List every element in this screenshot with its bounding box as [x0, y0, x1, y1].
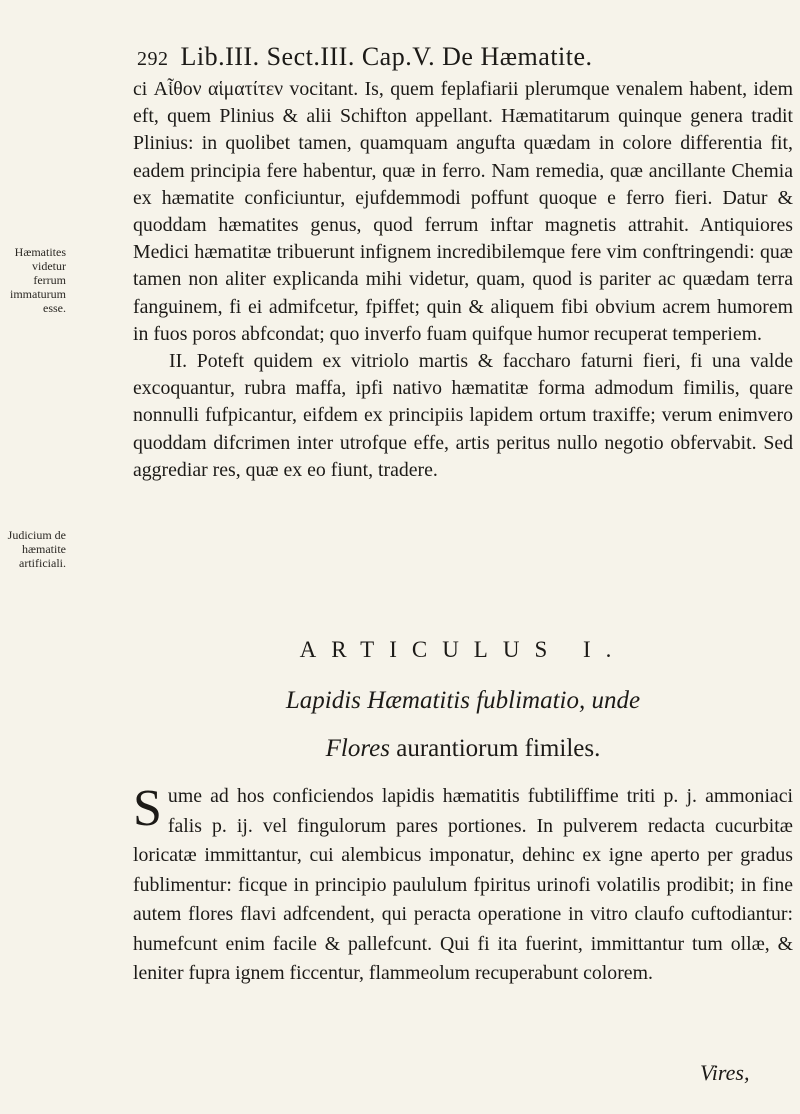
article-subtitle-line2 — [133, 735, 793, 763]
paragraph-3-text: ume ad hos conficiendos lapidis hæmatitis fubtiliffime triti p. j. ammoniaci falis p. ij. vel fingulorum pares portiones. In pulverem redacta cucurbitæ loricatæ immittantur, cui alembicus imponatur, dehinc ex igne aperto per gradus fublimentur: ficque in principio paululum fpiritus urinofi volatilis prodibit; in fine autem flores flavi adfcendent, qui peracta operatione in vitro claufo cuftodiantur: humefcunt enim facile & pallefcunt. Qui fi ita fuerint, immittantur tum ollæ, & leniter fupra ignem ficcentur, flammeolum recuperabunt colorem. — [133, 785, 793, 984]
recipe-text — [133, 782, 793, 989]
article-subtitle-line1: Lapidis Hæmatitis fublimatio, unde — [285, 687, 641, 714]
paragraph-3 — [133, 782, 793, 989]
margin-note-artificial-hematite: Judicium de hæmatite artificiali. — [7, 528, 66, 570]
page-number: 292 — [137, 48, 169, 70]
running-head — [137, 42, 787, 72]
article-heading: ARTICULUS I. — [299, 637, 627, 662]
paragraph-1: ci Αἷθον αἱματίτεν vocitant. Is, quem feplafiarii plerumque venalem habent, idem eft, quem Plinius & alii Schifton appellant. Hæmatitarum quinque genera tradit Plinius: in quolibet tamen, quamquam angufta quædam in colore differentia fit, eadem principia fere habentur, quæ in ferro. Nam remedia, quæ ancillante Chemia ex hæmatite conficiuntur, ejufdemmodi poffunt quoque e ferro fieri. Datur & quoddam hæmatites genus, quod ferrum inftar magnetis attrahit. Antiquiores Medici hæmatitæ tribuerunt infignem incredibilemque fere vim conftringendi: quæ tamen non aliter explicanda mihi videtur, quam, quod is pariter ac quædam terra fanguinem, fi ei admifcetur, fpiffet; quin & aliquem fibi obvium acrem humorem in fuos poros abfcondat; quo inverfo fuam quifque humor recuperat temperiem. — [133, 78, 793, 345]
chapter-title: Lib.III. Sect.III. Cap.V. De Hæmatite. — [180, 42, 593, 71]
main-text — [133, 76, 793, 484]
subtitle-roman-text: aurantiorum fimiles. — [389, 735, 601, 762]
subtitle-italic-word: Flores — [325, 735, 390, 762]
margin-note-hematite-iron: Hæmatites videtur ferrum immaturum esse. — [10, 245, 66, 315]
catchword: Vires, — [700, 1060, 750, 1085]
drop-cap: S — [133, 780, 162, 837]
paragraph-2: II. Poteft quidem ex vitriolo martis & faccharo faturni fieri, fi una valde excoquantur, rubra maffa, ipfi nativo hæmatitæ forma admodum fimilis, quare nonnulli fufpicantur, eifdem ex principiis lapidem ortum traxiffe; verum enimvero quoddam difcrimen inter utrofque effe, artis peritus nullo negotio obfervabit. Sed aggrediar res, quæ ex eo fiunt, tradere. — [133, 350, 793, 481]
